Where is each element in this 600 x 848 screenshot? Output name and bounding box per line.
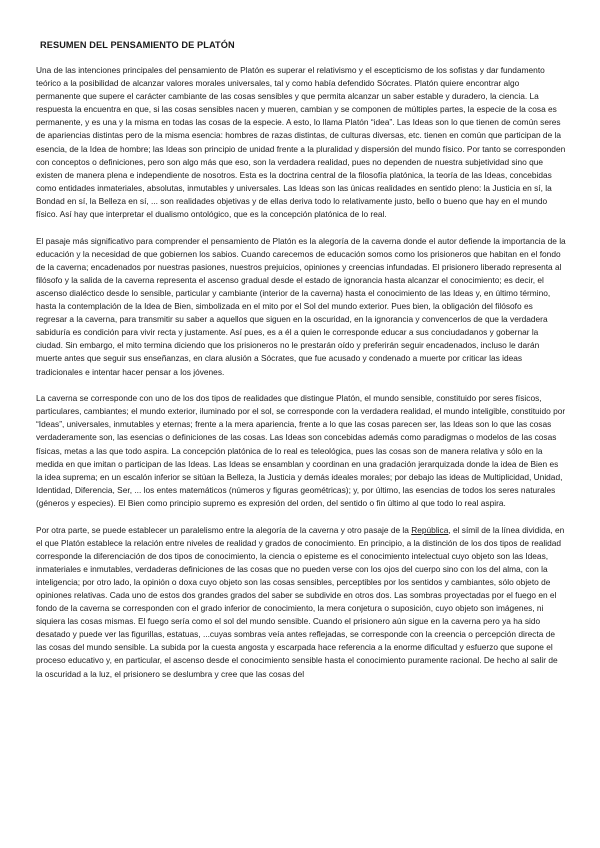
paragraph-text: , el símil de la línea dividida, en el que Platón establece la relación entre niveles de realidad y grados de conocimiento. En principio, a la distinción de los dos tipos de realidad corresponde la diferenciación de dos tipos de conocimiento, la ciencia o episteme es el conocimiento intelectual cuyo objeto son las Ideas, inmateriales e inmutables, verdaderas definiciones de las cosas que no pueden verse con los ojos del cuerpo sino con los del alma, con la inteligencia; por otro lado, la opinión o doxa cuyo objeto son las cosas sensibles, perceptibles por los sentidos y cambiantes, sólo objeto de opiniones relativas. Cada uno de estos dos grandes grados del saber se subdivide en otros dos. Las sombras proyectadas por el fuego en el fondo de la caverna se corresponden con el grado inferior de conocimiento, la mera conjetura o suposición, cuyo objeto son imágenes, ni siquiera las cosas mismas. El fuego sería como el sol del mundo sensible. Cuando el prisionero aún sigue en la caverna pero ya ha sido desatado y puede ver las figurillas, estatuas, ...cuyas sombras veía antes reflejadas, se corresponde con la creencia o percepción directa de las cosas del mundo sensible. La subida por la cuesta angosta y escarpada hace referencia a la enorme dificultad y esfuerzo que supone el proceso educativo y, en particular, el ascenso desde el conocimiento sensible hasta el conocimiento puramente racional. De hecho al salir de la oscuridad a la luz, el prisionero se deslumbra y cree que las cosas del	[36, 524, 565, 679]
republica-link[interactable]: República	[411, 524, 449, 535]
paragraph: La caverna se corresponde con uno de los dos tipos de realidades que distingue Platón, el mundo sensible, constituido por seres físicos, particulares, cambiantes; el mundo exterior, iluminado por el sol, se corresponde con la verdadera realidad, el mundo inteligible, constituido por “Ideas”, universales, inmutables y eternas; frente a la mera apariencia, frente a lo que las cosas parecen ser, las Ideas son lo que las cosas verdaderamente son, las esencias o definiciones de las cosas. Las Ideas son concebidas además como paradigmas o modelos de las cosas físicas, metas a las que todo aspira. La concepción platónica de lo real es teleológica, pues las cosas son de manera relativa y sólo en la medida en que imitan o participan de las Ideas. Las Ideas se ensamblan y coordinan en una gradación jerarquizada donde la idea de Bien es la idea suprema; en un escalón inferior se sitúan la Belleza, la Justicia y demás ideales morales; por debajo las ideas de Multiplicidad, Unidad, Identidad, Diferencia, Ser, ... los entes matemáticos (números y figuras geométricas); y, por último, las esencias de todos los seres naturales (géneros y especies). El Bien como principio supremo es expresión del orden, del sentido o fin último al que todo lo real aspira.	[36, 393, 566, 508]
paragraph: Una de las intenciones principales del pensamiento de Platón es superar el relativismo y el escepticismo de los sofistas y dar fundamento teórico a la posibilidad de alcanzar valores morales universales, tal y como había defendido Sócrates. Platón quiere encontrar algo permanente que supere el carácter cambiante de las cosas sensibles y que permita alcanzar un saber estable y duradero, la ciencia. La respuesta la encuentra en que, si las cosas sensibles nacen y mueren, cambian y se componen de múltiples partes, la especie de la cosa es permanente, y es una y la misma en todas las cosas de la especie. A esto, lo llama Platón “idea”. Las Ideas son lo que tienen de común seres de apariencias distintas pero de la misma esencia: hombres de razas distintas, de culturas diversas, etc. tienen en común que participan de la esencia, de la Idea de hombre; las Ideas son principio de unidad frente a la pluralidad y dispersión del mundo físico. Por tanto se corresponden con conceptos o definiciones, pero son algo más que eso, son la verdadera realidad, pues no dependen de nuestra subjetividad sino que existen de manera plena e independiente de nosotros. Esta es la doctrina central de la filosofía platónica, la teoría de las Ideas, concebidas como entidades inmateriales, absolutas, inmutables y universales. Las Ideas son las únicas realidades en sentido pleno: la Justicia en sí, la Bondad en sí, la Belleza en sí, ... son realidades objetivas y de ellas deriva todo lo relativamente justo, bello o bueno que hay en el mundo físico. Así hay que interpretar el dualismo ontológico, que es la concepción platónica de lo real.	[36, 65, 566, 220]
paragraph-text: Por otra parte, se puede establecer un paralelismo entre la alegoría de la caverna y otro pasaje de la	[36, 524, 412, 535]
paragraph	[36, 524, 566, 681]
document-body	[36, 64, 566, 694]
document-title: RESUMEN DEL PENSAMIENTO DE PLATÓN	[40, 40, 235, 50]
paragraph: El pasaje más significativo para comprender el pensamiento de Platón es la alegoría de la caverna donde el autor defiende la importancia de la educación y la necesidad de que gobiernen los sabios. Cuando carecemos de educación somos como los prisioneros que habitan en el fondo de la caverna; encadenados por nuestras pasiones, nuestros prejuicios, opiniones y creencias infundadas. El prisionero liberado representa al filósofo y la salida de la caverna representa el ascenso gradual desde el estado de ignorancia hasta alcanzar el conocimiento; es decir, el ascenso dialéctico desde lo sensible, particular y cambiante (interior de la caverna) hasta el conocimiento de las Ideas y, en último término, hasta la contemplación de la Idea de Bien, simbolizada en el mito por el Sol del mundo exterior. Pues bien, la obligación del filósofo es regresar a la caverna, para transmitir su saber a aquellos que siguen en la oscuridad, en la ignorancia y convencerlos de que la verdadera sabiduría es condición para vivir recta y justamente. Así pues, es a él a quien le corresponde educar a sus conciudadanos y gobernar la ciudad. Sin embargo, el mito termina diciendo que los prisioneros no le prestarán oído y preferirán seguir encadenados, incluso le darán muerte antes que seguir sus enseñanzas, en clara alusión a Sócrates, que fue acusado y condenado a muerte por criticar las ideas tradicionales e intentar hacer pensar a los jóvenes.	[36, 235, 566, 377]
